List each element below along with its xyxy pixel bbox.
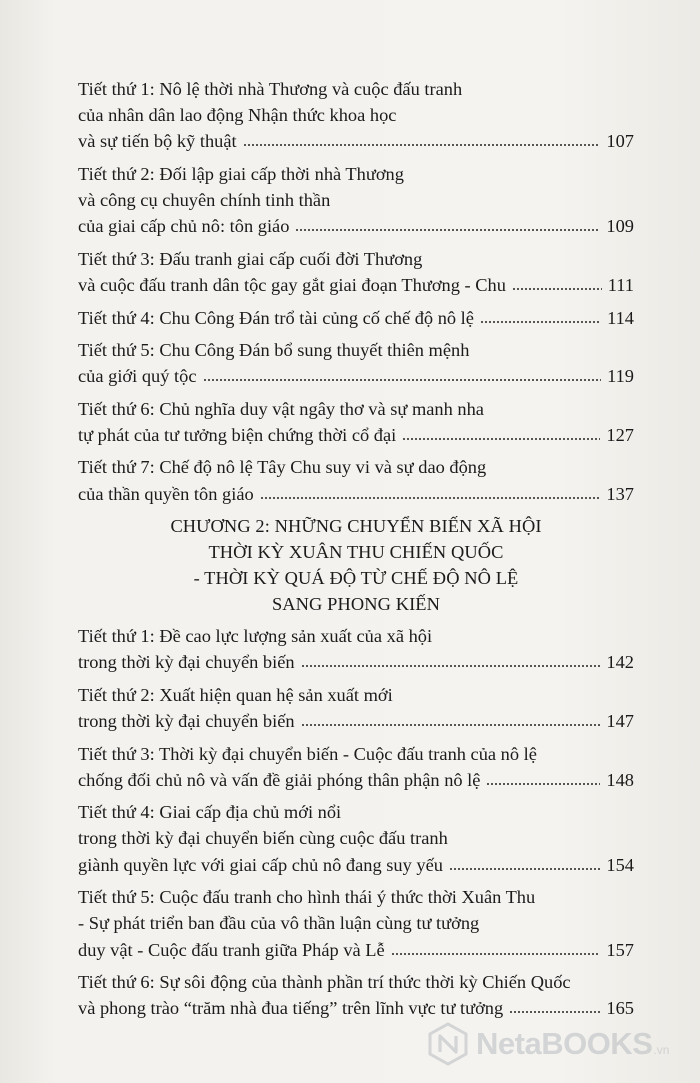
chapter-heading-line: THỜI KỲ XUÂN THU CHIẾN QUỐC: [208, 542, 504, 563]
toc-page-number: 157: [606, 939, 634, 960]
toc-entry-last-line: [78, 937, 634, 963]
dot-leader: [295, 228, 600, 232]
toc-entry-line: Tiết thứ 1: Nô lệ thời nhà Thương và cuộc đấu tranh: [78, 79, 463, 99]
toc-entry-text: giành quyền lực với giai cấp chủ nô đang suy yếu: [78, 854, 443, 875]
toc-entry: [78, 884, 634, 963]
toc-entry-last-line: [78, 481, 634, 507]
toc-entry-text: của giới quý tộc: [78, 366, 197, 387]
dot-leader: [301, 723, 601, 727]
toc-entry-last-line: [78, 128, 634, 154]
toc-entry-last-line: [78, 213, 634, 239]
toc-entry-line: và công cụ chuyên chính tinh thần: [78, 190, 331, 211]
toc-page-number: 148: [606, 769, 634, 790]
dot-leader: [486, 782, 600, 786]
dot-leader: [509, 1010, 600, 1014]
toc-entry-line: của nhân dân lao động Nhận thức khoa học: [78, 105, 397, 126]
toc-entry-text: và cuộc đấu tranh dân tộc gay gắt giai đoạn Thương - Chu: [78, 275, 506, 296]
toc-page-number: 147: [606, 711, 634, 732]
toc-entry-line: Tiết thứ 3: Đấu tranh giai cấp cuối đời Thương: [78, 248, 423, 269]
toc-entry-text: của thần quyền tôn giáo: [78, 483, 254, 504]
toc-entry: [78, 623, 634, 675]
toc-entry-text: tự phát của tư tưởng biện chứng thời cổ đại: [78, 424, 397, 445]
toc-entry-text: Tiết thứ 4: Chu Công Đán trổ tài củng cố chế độ nô lệ: [78, 307, 474, 328]
toc-entry-line: Tiết thứ 5: Chu Công Đán bổ sung thuyết thiên mệnh: [78, 340, 470, 361]
toc-entry-last-line: [78, 649, 634, 675]
toc-entry: [78, 969, 634, 1021]
toc-page-number: 107: [606, 131, 634, 152]
toc-entry-text: và sự tiến bộ kỹ thuật: [78, 131, 237, 152]
toc-entry: [78, 246, 634, 298]
toc-entry-last-line: [78, 852, 634, 878]
toc-entry: [78, 741, 634, 793]
toc-page-number: 165: [606, 998, 634, 1019]
toc-entry: [78, 682, 634, 734]
toc-entry-last-line: [78, 305, 634, 331]
chapter-heading-line: SANG PHONG KIẾN: [271, 594, 441, 615]
toc-entry-line: - Sự phát triển ban đầu của vô thần luận cùng tư tưởng: [78, 913, 480, 934]
chapter-heading: [78, 513, 634, 617]
watermark: [426, 1018, 696, 1070]
toc-page-number: 154: [606, 854, 634, 875]
dot-leader: [203, 378, 602, 382]
toc-entry-last-line: [78, 422, 634, 448]
dot-leader: [301, 664, 601, 668]
toc-entry-line: Tiết thứ 4: Giai cấp địa chủ mới nổi: [78, 802, 342, 823]
dot-leader: [512, 287, 602, 291]
toc-entry-line: Tiết thứ 6: Sự sôi động của thành phần trí thức thời kỳ Chiến Quốc: [78, 972, 571, 993]
toc-page-number: 114: [607, 307, 634, 328]
toc-entry: [78, 337, 634, 389]
chapter-heading-line: - THỜI KỲ QUÁ ĐỘ TỪ CHẾ ĐỘ NÔ LỆ: [193, 568, 519, 589]
toc-entry-text: của giai cấp chủ nô: tôn giáo: [78, 216, 290, 237]
toc-entry-text: trong thời kỳ đại chuyển biến: [78, 711, 295, 732]
toc-entry-last-line: [78, 767, 634, 793]
toc-entry: [78, 161, 634, 240]
toc-entry: [78, 799, 634, 878]
toc-entry-text: duy vật - Cuộc đấu tranh giữa Pháp và Lễ: [78, 939, 385, 960]
toc-entry-line: Tiết thứ 7: Chế độ nô lệ Tây Chu suy vi và sự dao động: [78, 457, 487, 478]
dot-leader: [449, 867, 600, 871]
toc-entry-line: Tiết thứ 3: Thời kỳ đại chuyển biến - Cuộc đấu tranh của nô lệ: [78, 743, 537, 764]
table-of-contents: [78, 76, 634, 1028]
toc-page-number: 111: [607, 275, 634, 296]
watermark-suffix: .vn: [653, 1043, 670, 1057]
dot-leader: [480, 320, 601, 324]
toc-entry-line: Tiết thứ 5: Cuộc đấu tranh cho hình thái ý thức thời Xuân Thu: [78, 887, 536, 908]
toc-entry-text: và phong trào “trăm nhà đua tiếng” trên lĩnh vực tư tưởng: [78, 998, 504, 1019]
toc-page-number: 137: [606, 483, 634, 504]
toc-entry: [78, 396, 634, 448]
toc-entry-line: Tiết thứ 1: Đề cao lực lượng sản xuất của xã hội: [78, 626, 433, 647]
dot-leader: [391, 952, 601, 956]
toc-entry-line: Tiết thứ 6: Chủ nghĩa duy vật ngây thơ và sự manh nha: [78, 398, 484, 419]
chapter-heading-line: CHƯƠNG 2: NHỮNG CHUYỂN BIẾN XÃ HỘI: [170, 516, 542, 537]
toc-entry: [78, 76, 634, 155]
watermark-brand: NetaBOOKS: [476, 1026, 653, 1061]
toc-entry-text: trong thời kỳ đại chuyển biến: [78, 652, 295, 673]
toc-entry-text: chống đối chủ nô và vấn đề giải phóng thân phận nô lệ: [78, 769, 481, 790]
toc-page-number: 119: [607, 366, 634, 387]
toc-page-number: 142: [606, 652, 634, 673]
toc-entry-last-line: [78, 272, 634, 298]
toc-entry: [78, 454, 634, 506]
toc-group-chapter-2: [78, 623, 634, 1021]
toc-entry-line: Tiết thứ 2: Đối lập giai cấp thời nhà Thương: [78, 163, 404, 184]
toc-entry: [78, 305, 634, 331]
toc-entry-last-line: [78, 363, 634, 389]
dot-leader: [260, 496, 601, 500]
dot-leader: [402, 437, 600, 441]
toc-entry-last-line: [78, 708, 634, 734]
toc-entry-line: trong thời kỳ đại chuyển biến cùng cuộc đấu tranh: [78, 828, 448, 849]
toc-page-number: 127: [606, 424, 634, 445]
netabooks-logo-icon: [426, 1022, 470, 1066]
toc-page-number: 109: [606, 216, 634, 237]
dot-leader: [243, 143, 601, 147]
toc-group-chapter-1: [78, 76, 634, 507]
toc-entry-line: Tiết thứ 2: Xuất hiện quan hệ sản xuất mới: [78, 684, 393, 705]
